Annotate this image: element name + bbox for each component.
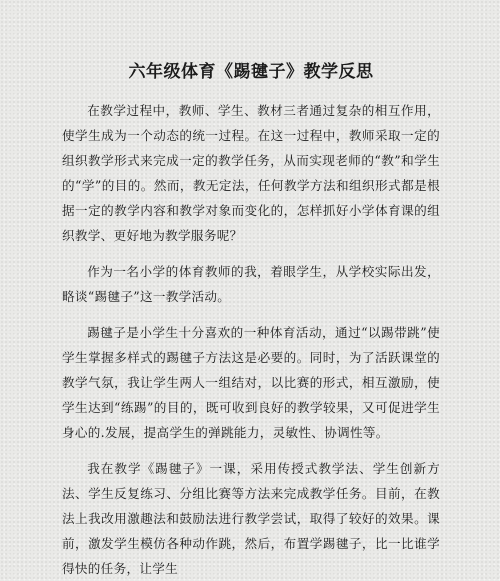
paragraph-4: 我在教学《踢毽子》一课，采用传授式教学法、学生创新方法、学生反复练习、分组比赛等方法来完成教学任务。目前，在教法上我改用激趣法和鼓励法进行教学尝试，取得了较好的效果。课前，激发学生模仿各种动作跳，然后，布置学踢毽子，比一比谁学得快的任务，让学生 [62, 461, 440, 576]
document-title: 六年级体育《踢毽子》教学反思 [128, 62, 374, 82]
paragraph-1: 在教学过程中，教师、学生、教材三者通过复杂的相互作用，使学生成为一个动态的统一过程。在这一过程中，教师采取一定的组织教学形式来完成一定的教学任务，从而实现老师的“教”和学生的“学”的目的。然而，教无定法，任何教学方法和组织形式都是根据一定的教学内容和教学对象而变化的，怎样抓好小学体育课的组织教学、更好地为教学服务呢？ [62, 103, 440, 243]
paragraph-3: 踢毽子是小学生十分喜欢的一种体育活动，通过“以踢带跳”使学生掌握多样式的踢毽子方法这是必要的。同时，为了活跃课堂的教学气氛，我让学生两人一组结对，以比赛的形式，相互激励，使学生达到“练踢”的目的，既可收到良好的教学较果，又可促进学生身心的.发展，提高学生的弹跳能力，灵敏性、协调性等。 [62, 325, 440, 440]
paragraph-2: 作为一名小学的体育教师的我，着眼学生，从学校实际出发，略谈“踢毽子”这一教学活动。 [62, 264, 440, 304]
